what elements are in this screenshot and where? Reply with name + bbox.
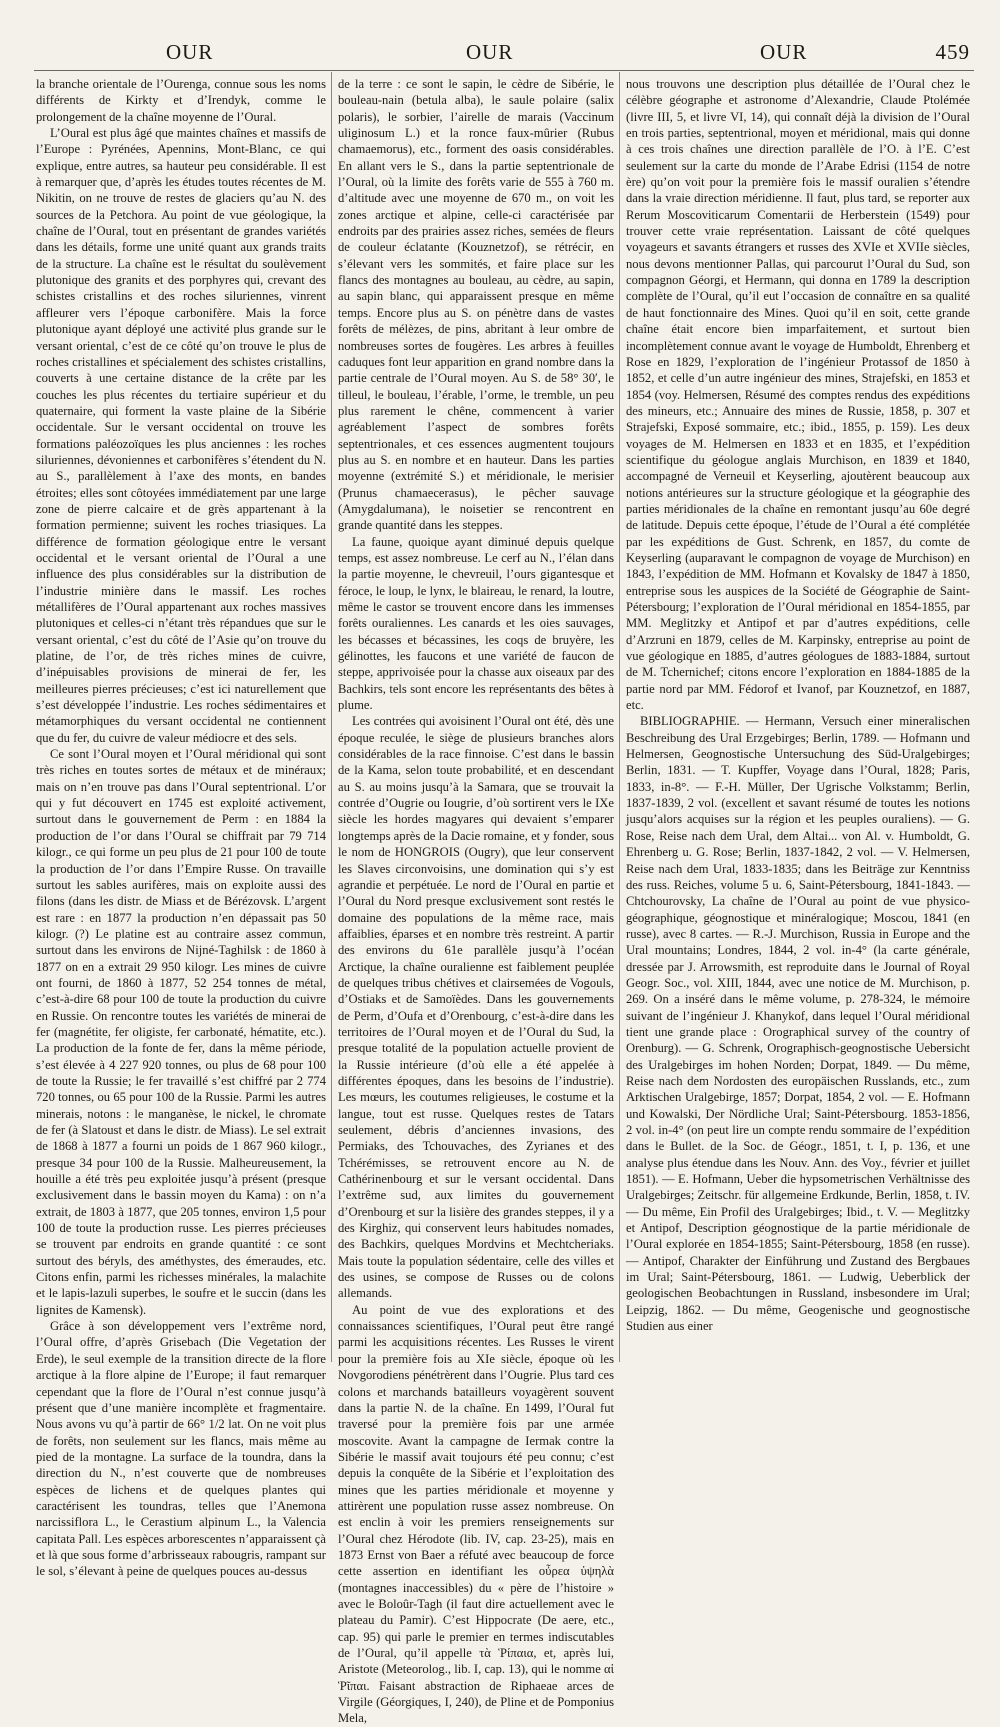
paragraph: Au point de vue des explorations et des connaissances scientifiques, l’Oural peut être rangé parmi les acquisitions récentes. Les Russes le virent pour la première fois au XIe siècle, époque où les Novgorodiens pénétrèrent dans l’Ougrie. Plus tard ces colons et marchands batailleurs voyagèrent souvent dans la partie N. de la chaîne. En 1499, l’Oural fut traversé pour la première fois par une armée moscovite. Avant la campagne de Iermak contre la Sibérie le massif avait toujours été peu connu; c’est depuis la conquête de la Sibérie et l’exploitation des mines que les parties méridionale et moyenne y attirèrent une population russe assez nombreuse. On est enclin à voir les premiers renseignements sur l’Oural chez Hérodote (lib. IV, cap. 23-25), mais en 1873 Ernst von Baer a réfuté avec beaucoup de force cette assertion en identifiant les οὖρεα ὑψηλὰ (montagnes inaccessibles) du « père de l’histoire » avec le Boloûr-Tagh (il faut dire actuellement avec le plateau du Pamir). C’est Hippocrate (De aere, etc., cap. 95) qui parle le premier en termes indiscutables de l’Oural, qu’il appelle τὰ Ῥίπαια, et, après lui, Aristote (Meteorolog., lib. I, cap. 13), qui le nomme αἱ Ῥῖπαι. Faisant abstraction de Riphaeae arces de Virgile (Géorgiques, I, 240), de Pline et de Pomponius Mela, (338, 1302, 614, 1726)
column-2 (338, 76, 614, 1726)
header-rule (34, 70, 974, 71)
paragraph: nous trouvons une description plus détaillée de l’Oural chez le célèbre géographe et astronome d’Alexandrie, Claude Ptolémée (livre III, 5, et livre VI, 14), qui connaît déjà la division de l’Oural en trois parties, septentrional, moyen et méridional, mais qui donne à ces trois chaînes une direction parallèle de l’O. à l’E. C’est seulement sur la carte du monde de l’Arabe Edrisi (1154 de notre ère) qu’on voit pour la première fois le massif ouralien s’étendre dans la vraie direction méridienne. Il faut, plus tard, se reporter aux Rerum Moscoviticarum Comentarii de Herberstein (1549) pour trouver cette vraie représentation. Laissant de côté quelques voyageurs et savants étrangers et russes des XVIe et XVIIe siècles, nous devons mentionner Pallas, qui parcourut l’Oural du Sud, son compagnon Géorgi, et Hermann, qui donna en 1789 la description complète de l’Oural, qu’il eut l’occasion de connaître en sa qualité de haut fonctionnaire des Mines. Quoi qu’il en soit, cette grande chaîne était encore bien imparfaitement, et surtout bien incomplètement connue avant le voyage de Humboldt, Ehrenberg et Rose en 1829, l’exploration de l’ingénieur Protassof de 1850 à 1852, et celle d’un autre ingénieur des mines, Strajefski, en 1853 et 1854 (voy. Helmersen, Résumé des comptes rendus des expéditions des mineurs, etc.; Annuaire des mines de Russie, 1858, p. 307 et Strajefski, Exposé sommaire, etc.; ibid., 1855, p. 159). Les deux voyages de M. Helmersen en 1833 et en 1835, et l’expédition scientifique du géologue anglais Murchison, en 1839 et 1840, accompagné de Verneuil et Keyserling, ajoutèrent beaucoup aux notions antérieures sur la structure géologique et la géographie des parties méridionales de la chaîne en remontant jusqu’au 60e degré de latitude. Depuis cette époque, l’étude de l’Oural a été complétée par les expéditions de Gust. Schrenk, en 1857, du comte de Keyserling (auparavant le compagnon de voyage de Murchison) en 1843, l’expédition de MM. Hofmann et Kovalsky de 1847 à 1850, entreprise sous les auspices de la Société de Géographie de Saint-Pétersbourg; l’exploration de l’Oural méridional en 1854-1855, par MM. Meglitzky et Antipof et par d’autres expéditions, celle d’Arzruni en 1879, celles de M. Karpinsky, entreprise au point de vue géologique en 1885, d’autres géologues de 1883-1884, surtout de M. Tchernichef; citons encore l’exploration en 1884-1885 de la partie nord par MM. Fédorof et Ivanof, par Kouznetzof, en 1887, etc. (626, 77, 970, 713)
column-divider-1 (331, 72, 332, 1362)
bibliography-paragraph: BIBLIOGRAPHIE. — Hermann, Versuch einer mineralischen Beschreibung des Ural Erzgebirges; Berlin, 1789. — Hofmann und Helmersen, Geognostische Untersuchung des Süd-Uralgebirges; Berlin, 1831. — T. Kupffer, Voyage dans l’Oural, 1828; Paris, 1833, in-8°. — F.-H. Müller, Der Ugrische Volkstamm; Berlin, 1837-1839, 2 vol. (excellent et savant résumé de toutes les notions jusqu’alors acquises sur la région et les peuples ouraliens). — G. Rose, Reise nach dem Ural, dem Altai... von Al. v. Humboldt, G. Ehrenberg u. G. Rose; Berlin, 1837-1842, 2 vol. — V. Helmersen, Reise nach dem Ural, 1833-1835; dans les Beiträge zur Kenntniss des russ. Reiches, volume 5 u. 6, Saint-Pétersbourg, 1841-1843. — Chtchourovsky, La chaîne de l’Oural au point de vue physico-géographique, géognostique et minéralogique; Moscou, 1841 (en russe), avec 8 cartes. — R.-J. Murchison, Russia in Europe and the Ural mountains; Londres, 1844, 2 vol. in-4° (la carte générale, dressée par J. Arrowsmith, est reproduite dans le Journal of Royal Geogr. Soc., vol. XIII, 1844, avec une notice de M. Murchison, p. 269. On a inséré dans le même volume, p. 278-324, le mémoire suivant de l’ingénieur J. Khanykof, dans lequel l’Oural méridional tient une grande place : Orographical survey of the country of Orenburg). — G. Schrenk, Orographisch-geognostische Uebersicht des Uralgebirges im hohen Norden; Dorpat, 1849. — Du même, Reise nach dem Nordosten des europäischen Russlands, etc., zum Arktischen Uralgebirge, 1857; Dorpat, 1854, 2 vol. — E. Hofmann und Kowalski, Der Nördliche Ural; Saint-Pétersbourg. 1853-1856, 2 vol. in-4° (on peut lire un compte rendu sommaire de l’expédition dans le Bullet. de la Soc. de Géogr., 1851, t. I, p. 136, et une analyse plus étendue dans les Nouv. Ann. des Voy., février et juillet 1851). — E. Hofmann, Ueber die hypsometrischen Verhältnisse des Uralgebirges; Zeitschr. für allgemeine Erdkunde, Berlin, 1858, t. IV. — Du même, Ein Profil des Uralgebirges; Ibid., t. V. — Meglitzky et Antipof, Description géognostique de la partie méridionale de l’Oural explorée en 1854-1855; Saint-Pétersbourg, 1858 (en russe). — Antipof, Charakter der Einführung und Zustand des Bergbaues im Ural; Saint-Pétersbourg, 1861. — Ludwig, Ueberblick der geologischen Beobachtungen in Russland, insbesondere im Ural; Leipzig, 1862. — Du même, Geogenische und geognostische Studien aus einer (626, 714, 970, 1334)
running-header (38, 40, 970, 66)
page-number: 459 (935, 40, 970, 64)
header-right-word: OUR (760, 40, 808, 64)
header-center-word: OUR (466, 40, 514, 64)
paragraph: Grâce à son développement vers l’extrême nord, l’Oural offre, d’après Grisebach (Die Vegetation der Erde), le seul exemple de la transition directe de la flore arctique à la flore alpine de l’Europe; il faut remarquer cependant que la flore de l’Oural n’est connue jusqu’à présent que d’une manière incomplète et fragmentaire. Nous avons vu qu’à partir de 66° 1/2 lat. On ne voit plus de forêts, non seulement sur les flancs, mais même au pied de la montagne. La surface de la toundra, dans la direction du N., n’est couverte que de nombreuses espèces de lichens et de quelques plantes qui caractérisent les toundras, telles que l’Anemona narcissiflora L., le Cerastium alpinum L., la Valencia capitata Pall. Les espèces arborescentes n’apparaissent çà et là que sous forme d’arbrisseaux rabougris, rampant sur le sol, s’élevant à peine de quelques pouces au-dessus (36, 1319, 326, 1579)
paragraph: la branche orientale de l’Ourenga, connue sous les noms différents de Kirkty et d’Irendyk, comme le prolongement de la chaîne moyenne de l’Oural. (36, 77, 326, 124)
column-divider-2 (619, 72, 620, 1362)
paragraph: de la terre : ce sont le sapin, le cèdre de Sibérie, le bouleau-nain (betula alba), le saule polaire (salix polaris), le sorbier, l’airelle de marais (Vaccinum uliginosum L.) et la ronce faux-mûrier (Rubus chamaemorus), etc., forment des oasis considérables. En allant vers le S., dans la partie septentrionale de l’Oural, où la limite des forêts varie de 555 à 760 m. d’altitude avec une moyenne de 670 m., on voit les zones arctique et alpine, celle-ci caractérisée par endroits par des prairies assez riches, semées de fleurs de couleur éclatante (Kouznetzof), se rétrécir, en s’élevant vers les sommités, et faire place sur les flancs des montagnes au bouleau, au cèdre, au sapin, au sapin blanc, qui apparaissent presque en même temps. Encore plus au S. on pénètre dans de vastes forêts de mélèzes, de pins, abritant à leur ombre de nombreuses sortes de fougères. Les arbres à feuilles caduques font leur apparition en grand nombre dans la partie centrale de l’Oural moyen. Au S. de 58° 30′, le tilleul, le bouleau, l’érable, l’orme, le tremble, un peu plus rarement le chêne, commencent à varier agréablement l’aspect de sombres forêts septentrionales, et ces essences augmentent toujours plus au S. en nombre et en hauteur. Dans les parties moyenne (extrémité S.) et méridionale, le merisier (Prunus chamaecerasus), le pêcher sauvage (Amygdalumana), le noisetier se rencontrent en grande quantité dans les steppes. (338, 77, 614, 533)
column-3 (626, 76, 970, 1366)
header-left-word: OUR (166, 40, 214, 64)
column-1 (36, 76, 326, 1579)
paragraph: Ce sont l’Oural moyen et l’Oural méridional qui sont très riches en toutes sortes de métaux et de minéraux; mais on n’en trouve pas dans l’Oural septentrional. L’or qui y fut découvert en 1745 est exploité activement, surtout dans le gouvernement de Perm : en 1884 la production de l’or dans l’Oural se chiffrait par 79 714 kilogr., ce qui forme un peu plus de 21 pour 100 de toute la production de l’or dans l’Empire Russe. On travaille surtout les sables aurifères, mais on exploite aussi des filons (dans les distr. de Miass et de Bérézovsk. L’argent est rare : en 1877 la production n’en dépassait pas 50 kilogr. (?) Le platine est au contraire assez commun, surtout dans les environs de Nijné-Taghilsk : de 1860 à 1877 on en a extrait 29 950 kilogr. Les mines de cuivre ont fourni, de 1860 à 1877, 52 254 tonnes de métal, c’est-à-dire 68 pour 100 de toute la production du cuivre en Russie. On rencontre toutes les variétés de minerai de fer (magnétite, fer oligiste, fer carbonaté, hématite, etc.). La production de la fonte de fer, dans la même période, s’est élevée à 4 227 920 tonnes, ou plus de 68 pour 100 de toute la Russie; le fer travaillé s’est chiffré par 2 774 720 tonnes, ou 65 pour 100 de la Russie. Parmi les autres minerais, notons : le manganèse, le nickel, le chromate de fer (à Slatoust et dans le distr. de Miass). Le sel extrait de 1868 à 1877 a fourni un poids de 1 867 960 kilogr., presque 34 pour 100 de la Russie. Malheureusement, la houille a été très peu exploitée jusqu’à présent (presque exclusivement dans le bassin moyen du Kama) : on n’a extrait, de 1803 à 1877, que 205 tonnes, environ 1,5 pour 100 de toute la production russe. Les pierres précieuses se trouvent par endroits en grande quantité : ce sont surtout des béryls, des améthystes, des émeraudes, etc. Citons enfin, parmi les richesses minérales, la malachite et le lapis-lazuli superbes, le soufre et le succin (dans les lignites de Kamensk). (36, 747, 326, 1317)
paragraph: Les contrées qui avoisinent l’Oural ont été, dès une époque reculée, le siège de plusieurs branches alors considérables de la race finnoise. C’est dans le bassin de la Kama, selon toute probabilité, et en descendant au S. au moins jusqu’à la Samara, que se trouvait la contrée d’Ougrie ou Iougrie, d’où sortirent vers le IXe siècle les hordes magyares qui devaient s’emparer longtemps après de la Dacie romaine, et y fonder, sous le nom de HONGROIS (Ougry), que leur conservent les Slaves circonvoisins, une domination qui s’y est agrandie et perpétuée. Le nord de l’Oural en partie et l’Oural du Nord presque exclusivement sont restés le domaine des populations de la même race, mais affaiblies, éparses et en nombre très restreint. A partir des environs du 61e parallèle jusqu’à l’océan Arctique, la chaîne ouralienne est faiblement peuplée de quelques tribus chétives et clairsemées de Vogouls, d’Ostiaks et de Samoïèdes. Dans les gouvernements de Perm, d’Oufa et d’Orenbourg, c’est-à-dire dans les territoires de l’Oural moyen et de l’Oural du Sud, la presque totalité de la population actuelle provient de la Russie intérieure (d’où elle a été appelée à différentes époques, dans les besoins de l’industrie). Les mœurs, les coutumes religieuses, le costume et la langue, tout est russe. Quelques restes de Tatars seulement, débris d’anciennes invasions, des Permiaks, des Tchouvaches, des Zyrianes et des Tchérémisses, se retrouvent encore au N. de Cathérinenbourg et sur le versant occidental. Dans l’extrême sud, aux limites du gouvernement d’Orenbourg et sur la lisière des grandes steppes, il y a des Kirghiz, qui conservent leurs habitudes nomades, des Bachkirs, quelques Mordvins et Mechtcheriaks. Mais toute la population sédentaire, celle des villes et des usines, se compose de Russes ou de colons allemands. (338, 714, 614, 1301)
paragraph: La faune, quoique ayant diminué depuis quelque temps, est assez nombreuse. Le cerf au N., l’élan dans la partie moyenne, le chevreuil, l’ours gigantesque et féroce, le loup, le lynx, le blaireau, le renard, la loutre, même le castor se trouvent encore dans les immenses forêts ouraliennes. Les canards et les oies sauvages, les bécasses et bécassines, les coqs de bruyère, les gélinottes, les faucons et une variété de faucon de steppe, apprivoisée pour la chasse aux oiseaux par des Bachkirs, tels sont encore les représentants des bêtes à plume. (338, 534, 614, 713)
paragraph: L’Oural est plus âgé que maintes chaînes et massifs de l’Europe : Pyrénées, Apennins, Mont-Blanc, ce qui explique, entre autres, sa hauteur peu considérable. Il est à remarquer que, d’après les études toutes récentes de M. Nikitin, on ne trouve de restes de glaciers qu’au N. des sources de la Petchora. Au point de vue géologique, la chaîne de l’Oural, tout en présentant de grandes variétés dans les détails, forme une unité quant aux grands traits de la structure. La chaîne est le résultat du soulèvement plutonique des granits et des porphyres qui, crevant des schistes cristallins et des roches siluriennes, vinrent affleurer vers l’époque carbonifère. Mais la force plutonique ayant déployé une activité plus grande sur le versant oriental, c’est de ce côté qu’on trouve le plus de roches cristallines et spécialement des schistes cristallins, couverts à une certaine distance de la crête par les couches les plus récentes du tertiaire supérieur et du quaternaire, qui forment la vaste plaine de la Sibérie occidentale. Sur le versant occidental on trouve les formations paléozoïques les plus anciennes : les roches siluriennes, dévoniennes et carbonifères s’étendent du N. au S., parallèlement à l’axe des monts, en bandes étroites; elles sont côtoyées immédiatement par une large zone de pierre calcaire et de grès appartenant à la formation permienne; suivent les roches triasiques. La différence de formation géologique entre le versant occidental et le versant oriental de l’Oural a une influence des plus considérables sur la distribution de l’industrie minière dans le massif. Les roches métallifères de l’Oural appartenant aux roches massives plutoniques et celles-ci n’étant très répandues que sur le versant oriental, c’est du côté de l’Asie qu’on trouve du platine, de l’or, de très riches mines de cuivre, d’inépuisables provisions de minerai de fer, les meilleures pierres précieuses; c’est ici naturellement que s’est développée l’industrie. Les roches sédimentaires et métamorphiques du versant occidental ne contiennent que du fer, du cuivre de valeur médiocre et des sels. (36, 126, 326, 745)
